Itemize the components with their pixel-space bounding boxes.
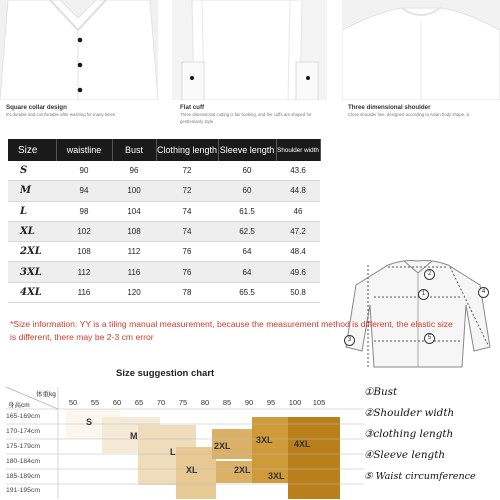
- cell-bust: 100: [112, 181, 156, 201]
- cell-clothing-length: 76: [156, 262, 218, 282]
- feature-desc: Close shoulder line, designed according to Asian body shape, is: [348, 112, 470, 117]
- cell-shoulder-width: 44.8: [276, 181, 320, 201]
- height-170-174: 170-174cm: [6, 428, 41, 435]
- weight-95: 95: [266, 398, 276, 407]
- legend-shoulder-width: ②Shoulder width: [364, 407, 455, 419]
- cell-bust: 116: [112, 262, 156, 282]
- cell-clothing-length: 72: [156, 181, 218, 201]
- cell-sleeve-length: 64: [218, 262, 276, 282]
- table-row: [8, 282, 320, 302]
- size-table-header: [8, 139, 320, 161]
- height-191-195: 191-195cm: [6, 487, 41, 494]
- table-row: [8, 221, 320, 241]
- cell-shoulder-width: 43.6: [276, 161, 320, 181]
- feature-title: Flat cuff: [180, 104, 205, 111]
- cell-waistline: 94: [56, 181, 112, 201]
- zone-label-4xl: 4XL: [294, 439, 311, 449]
- cell-sleeve-length: 64: [218, 242, 276, 262]
- zone-label-s: S: [86, 417, 93, 427]
- header-sleeve-length: Sleeve length: [218, 139, 276, 161]
- zone-label-m: M: [130, 431, 138, 441]
- legend-waist-circumference: ⑤ Waist circumference: [364, 471, 476, 482]
- weight-axis-label: 体重kg: [36, 391, 56, 398]
- weight-65: 65: [134, 398, 144, 407]
- shoulder-photo: [342, 0, 500, 100]
- cell-size: 4XL: [8, 282, 56, 302]
- marker-waist: 5: [424, 333, 435, 344]
- weight-70: 70: [156, 398, 166, 407]
- weight-85: 85: [222, 398, 232, 407]
- feature-title: Square collar design: [6, 104, 67, 111]
- cell-sleeve-length: 61.5: [218, 201, 276, 221]
- cell-size: L: [8, 201, 56, 221]
- cell-sleeve-length: 60: [218, 181, 276, 201]
- cell-shoulder-width: 49.6: [276, 262, 320, 282]
- weight-80: 80: [200, 398, 210, 407]
- header-clothing-length: Clothing length: [156, 139, 218, 161]
- table-row: [8, 201, 320, 221]
- cell-bust: 104: [112, 201, 156, 221]
- cuff-photo: [172, 0, 327, 100]
- feature-shoulder: [348, 104, 498, 118]
- weight-60: 60: [112, 398, 122, 407]
- feature-desc: Three dimensional cutting is fair-looking, and the cuffs are shaped for gentlemanly style: [180, 112, 312, 124]
- cell-waistline: 112: [56, 262, 112, 282]
- header-waistline: waistline: [56, 139, 112, 161]
- zone-label-l: L: [170, 447, 176, 457]
- weight-90: 90: [244, 398, 254, 407]
- header-shoulder-width: Shoulder width: [276, 139, 320, 161]
- cell-waistline: 102: [56, 221, 112, 241]
- header-size: Size: [8, 139, 56, 161]
- cell-shoulder-width: 47.2: [276, 221, 320, 241]
- weight-105: 105: [312, 398, 326, 407]
- table-row: [8, 161, 320, 181]
- cell-size: S: [8, 161, 56, 181]
- cell-bust: 108: [112, 221, 156, 241]
- cell-sleeve-length: 62.5: [218, 221, 276, 241]
- height-180-184: 180-184cm: [6, 458, 41, 465]
- collar-photo: [0, 0, 158, 100]
- cell-waistline: 116: [56, 282, 112, 302]
- cell-size: M: [8, 181, 56, 201]
- header-bust: Bust: [112, 139, 156, 161]
- weight-55: 55: [90, 398, 100, 407]
- zone-label-3xl-lower: 3XL: [268, 471, 285, 481]
- cell-bust: 112: [112, 242, 156, 262]
- table-row: [8, 242, 320, 262]
- cell-bust: 120: [112, 282, 156, 302]
- cell-clothing-length: 72: [156, 161, 218, 181]
- cell-size: XL: [8, 221, 56, 241]
- zone-label-xl: XL: [186, 465, 198, 475]
- zone-label-2xl-lower: 2XL: [234, 465, 251, 475]
- zone-label-2xl: 2XL: [214, 441, 231, 451]
- marker-length: 3: [344, 335, 355, 346]
- cell-size: 3XL: [8, 262, 56, 282]
- legend-bust: ①Bust: [364, 386, 398, 398]
- cell-clothing-length: 76: [156, 242, 218, 262]
- size-suggestion-grid: [6, 387, 364, 499]
- weight-100: 100: [288, 398, 302, 407]
- marker-sleeve: 4: [478, 287, 489, 298]
- size-table: [8, 139, 321, 303]
- table-row: [8, 181, 320, 201]
- feature-collar: [6, 104, 156, 118]
- cell-size: 2XL: [8, 242, 56, 262]
- table-row: [8, 262, 320, 282]
- marker-shoulder: 2: [424, 269, 435, 280]
- feature-cuff: [180, 104, 330, 125]
- feature-desc: It's durable and comfortable after washing for many times: [6, 112, 116, 117]
- zone-label-3xl: 3XL: [256, 435, 273, 445]
- cell-bust: 96: [112, 161, 156, 181]
- size-note: *Size information: YY is a tiling manual measurement, because the measurement method is different, the elastic size is different, there may be 2-3 cm error: [10, 319, 453, 342]
- cell-clothing-length: 74: [156, 221, 218, 241]
- cell-sleeve-length: 60: [218, 161, 276, 181]
- cell-waistline: 98: [56, 201, 112, 221]
- measurement-legend: [364, 382, 476, 487]
- height-axis-label: 身高cm: [8, 402, 30, 409]
- height-185-189: 185-189cm: [6, 473, 41, 480]
- cell-clothing-length: 74: [156, 201, 218, 221]
- height-175-179: 175-179cm: [6, 443, 41, 450]
- cell-clothing-length: 78: [156, 282, 218, 302]
- weight-50: 50: [68, 398, 78, 407]
- cell-waistline: 90: [56, 161, 112, 181]
- suggestion-chart-title: Size suggestion chart: [116, 368, 215, 379]
- weight-75: 75: [178, 398, 188, 407]
- height-165-169: 165-169cm: [6, 413, 41, 420]
- cell-shoulder-width: 46: [276, 201, 320, 221]
- legend-sleeve-length: ④Sleeve length: [364, 449, 446, 461]
- shirt-measurement-diagram: [338, 255, 498, 370]
- feature-title: Three dimensional shoulder: [348, 104, 431, 111]
- cell-shoulder-width: 48.4: [276, 242, 320, 262]
- cell-waistline: 108: [56, 242, 112, 262]
- legend-clothing-length: ③clothing length: [364, 428, 454, 440]
- marker-bust: 1: [418, 289, 429, 300]
- cell-shoulder-width: 50.8: [276, 282, 320, 302]
- cell-sleeve-length: 65.5: [218, 282, 276, 302]
